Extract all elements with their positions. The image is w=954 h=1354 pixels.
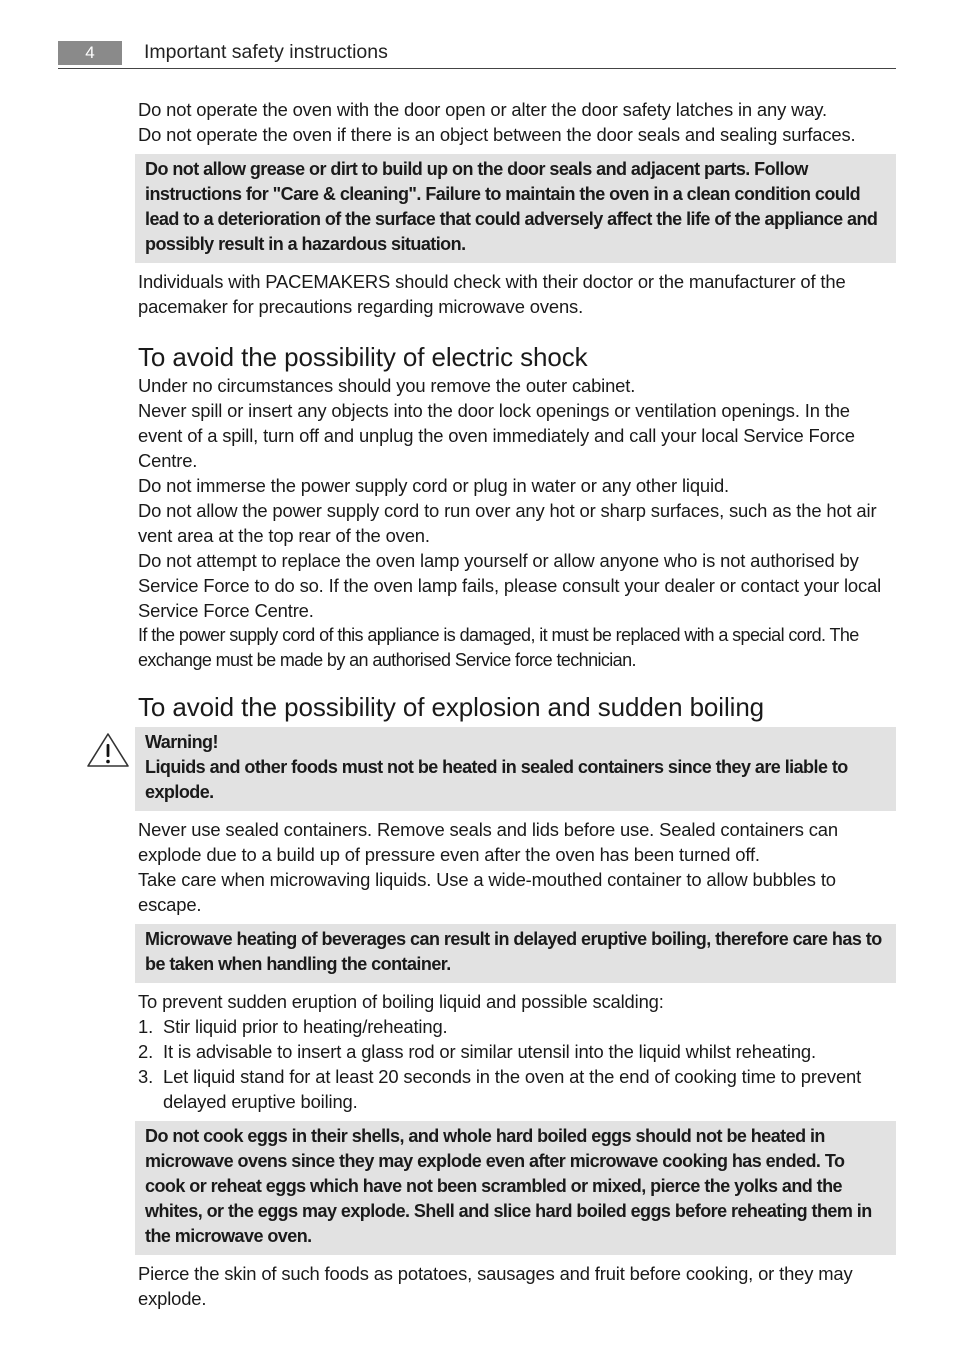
grease-notice-text: Do not allow grease or dirt to build up on the door seals and adjacent parts. Follow instructions for "Care & cleaning". Failure to maintain the oven in a clean condition could lead to a deterioration of the surface that could adversely affect the life of the appliance and possibly result in a hazardous situation. [145,159,878,254]
explosion-paragraph-1: Never use sealed containers. Remove seals and lids before use. Sealed containers can explode due to a build up of pressure even after the oven has been turned off. [138,819,838,865]
list-intro: To prevent sudden eruption of boiling liquid and possible scalding: [138,991,664,1012]
electric-shock-heading: To avoid the possibility of electric shock [138,342,588,372]
shock-paragraph-1: Under no circumstances should you remove the outer cabinet. [138,375,636,396]
shock-paragraph-5: Do not attempt to replace the oven lamp yourself or allow anyone who is not authorised by Service Force to do so. If the oven lamp fails, please consult your dealer or contact your local Service Force Centre. [138,550,882,621]
eggs-notice-text: Do not cook eggs in their shells, and whole hard boiled eggs should not be heated in microwave ovens since they may explode even after microwave cooking has ended. To cook or reheat eggs which have not been scrambled or mixed, pierce the yolks and the whites, or the eggs may explode. Shell and slice hard boiled eggs before reheating them in the microwave oven. [145,1126,872,1246]
page-content [138,97,896,1311]
pierce-skin-paragraph: Pierce the skin of such foods as potatoes, sausages and fruit before cooking, or they may explode. [138,1263,853,1309]
warning-block [138,727,896,811]
beverage-notice-box [135,924,896,983]
explosion-paragraph-2: Take care when microwaving liquids. Use a wide-mouthed container to allow bubbles to escape. [138,869,836,915]
header-divider [58,68,896,69]
page-header [0,0,954,72]
page-number: 4 [58,41,122,65]
intro-paragraph-1: Do not operate the oven with the door open or alter the door safety latches in any way. [138,99,827,120]
warning-triangle-icon [86,732,130,768]
grease-notice-box [135,154,896,263]
boiling-steps-list [138,1014,896,1114]
list-item: 3. Let liquid stand for at least 20 seconds in the oven at the end of cooking time to prevent delayed eruptive boiling. [138,1066,862,1112]
eggs-notice-box [135,1121,896,1255]
shock-paragraph-3: Do not immerse the power supply cord or plug in water or any other liquid. [138,475,729,496]
explosion-heading: To avoid the possibility of explosion and sudden boiling [138,692,765,722]
shock-paragraph-6: If the power supply cord of this appliance is damaged, it must be replaced with a special cord. The exchange must be made by an authorised Service force technician. [138,625,859,670]
list-item: 1. Stir liquid prior to heating/reheating. [138,1016,448,1037]
header-title: Important safety instructions [144,41,388,63]
warning-box [135,727,896,811]
pacemaker-paragraph: Individuals with PACEMAKERS should check with their doctor or the manufacturer of the pacemaker for precautions regarding microwave ovens. [138,271,846,317]
list-item: 2. It is advisable to insert a glass rod or similar utensil into the liquid whilst reheating. [138,1041,816,1062]
warning-text: Liquids and other foods must not be heated in sealed containers since they are liable to explode. [145,757,848,802]
warning-title: Warning! [145,732,218,752]
shock-paragraph-2: Never spill or insert any objects into the door lock openings or ventilation openings. In the event of a spill, turn off and unplug the oven immediately and call your local Service Force Centre. [138,400,855,471]
shock-paragraph-4: Do not allow the power supply cord to run over any hot or sharp surfaces, such as the hot air vent area at the top rear of the oven. [138,500,877,546]
intro-paragraph-2: Do not operate the oven if there is an object between the door seals and sealing surfaces. [138,124,856,145]
beverage-notice-text: Microwave heating of beverages can result in delayed eruptive boiling, therefore care has to be taken when handling the container. [145,929,882,974]
